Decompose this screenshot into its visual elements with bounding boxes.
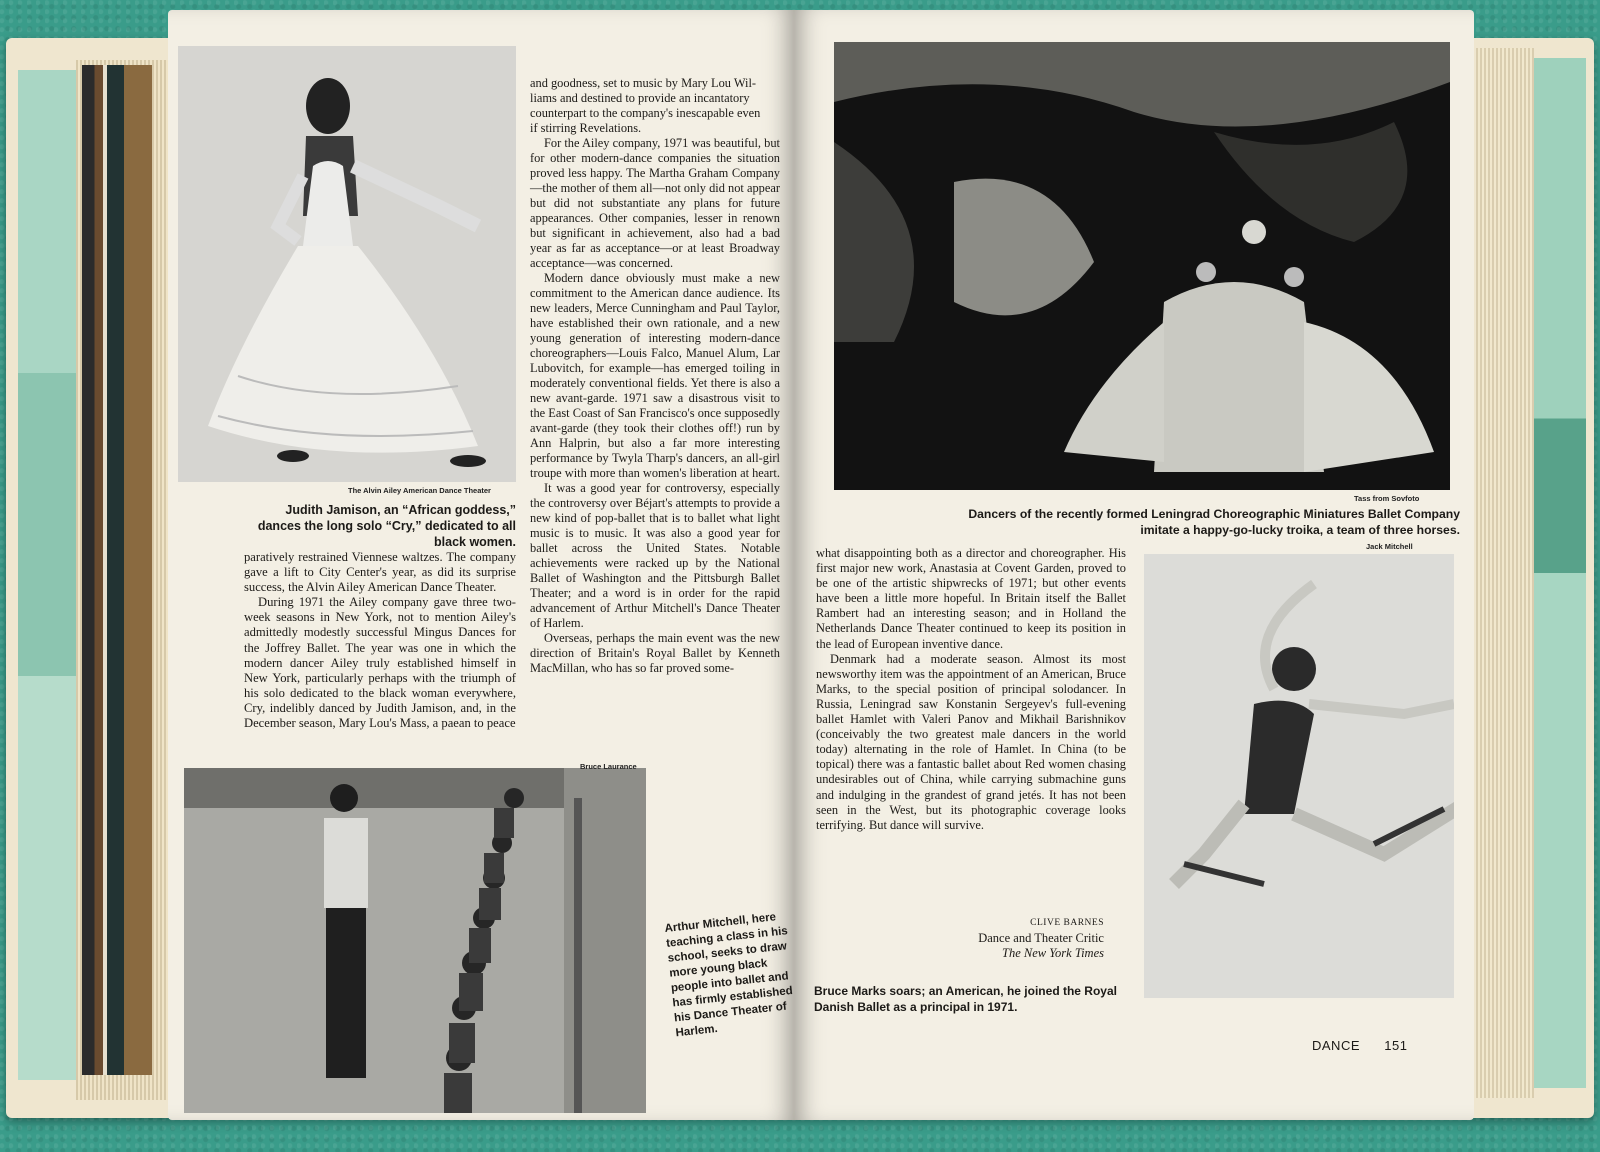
- paragraph: For the Ailey company, 1971 was beautiful, but for other modern-dance companies the situation proved less happy. The Martha Graham Company—the mother of them all—not only did not appear but did not substantiate any plans for future appearances. Other companies, lesser in renown but significant in achievement, also had a bad year as far as acceptance—or at least Broadway acceptance—was concerned.: [530, 136, 780, 270]
- paragraph: During 1971 the Ailey company gave three two-week seasons in New York, not to mention Ailey's admittedly modestly successful Mingus Dances for the Joffrey Ballet. The year was one in which the modern dancer Ailey truly established himself in New York, particularly perhaps with the triumph of his solo dedicated to the black woman everywhere, Cry, indelibly danced by Judith Jamison, and, in the December season, Mary Lou's Mass, a paean to peace: [244, 595, 516, 731]
- caption-judith-jamison: Judith Jamison, an “African goddess,” dances the long solo “Cry,” dedicated to all black women.: [257, 503, 516, 549]
- photo-bruce-marks: [1144, 554, 1454, 998]
- paragraph: paratively restrained Viennese waltzes. The company gave a lift to City Center's year, as did its surprise success, the Alvin Ailey American Dance Theater.: [244, 550, 516, 595]
- caption-arthur-mitchell: Arthur Mitchell, here teaching a class in his school, seeks to draw more young black people into ballet and has firmly established his Dance Theater of Harlem.: [664, 911, 794, 1040]
- photo-credit-mitchell: Jack Mitchell: [1366, 542, 1413, 551]
- paragraph: Overseas, perhaps the main event was the new direction of Britain's Royal Ballet by Kenneth MacMillan, who has so far proved some-: [530, 631, 780, 675]
- paragraph: It was a good year for controversy, especially the controversy over Béjart's attempts to provide a new kind of pop-ballet that is to ballet what light music is to music. It was also a good year for ballet across the United States. Notable achievements were racked up by the National Ballet of Washington and the Pittsburgh Ballet Theater; and a word is in order for the rapid advancement of Arthur Mitchell's Dance Theater of Harlem.: [530, 481, 780, 630]
- author-name: CLIVE BARNES: [1030, 918, 1104, 928]
- book-spine-left: [18, 70, 76, 1080]
- paragraph: and goodness, set to music by Mary Lou Wil- liams and destined to provide an incantatory counterpart to the company's inescapable even if stirring Revelations.: [530, 76, 761, 135]
- photo-leningrad-troika: [834, 42, 1450, 490]
- page-number: 151: [1384, 1038, 1408, 1053]
- photo-credit-tass: Tass from Sovfoto: [1354, 494, 1420, 503]
- page-edges-right: [1476, 48, 1534, 1098]
- paragraph: Denmark had a moderate season. Almost its most newsworthy item was the appointment of an American, Bruce Marks, to the special position of principal solodancer. In Russia, Leningrad saw Konstanin Sergeyev's full-evening ballet Hamlet with Valeri Panov and Mikhail Barishnikov (conceivably the two greatest male dancers in the world today) alternating in the role of Hamlet. In China (to be topical) there was a fantastic ballet about Red women chasing undesirables out of China, while carrying submachine guns and indulging in the grandest of grand jetés. It has not been seen in the West, but its photographic coverage looks terrifying. But dance will survive.: [816, 651, 1126, 832]
- book-spine-right: [1534, 58, 1586, 1088]
- paragraph: what disappointing both as a director and choreographer. His first major new work, Anastasia at Covent Garden, proved to be one of the artistic shipwrecks of 1971; but other events have been a little more hopeful. In Britain itself the Ballet Rambert had an interesting season; and in Holland the Netherlands Dance Theater continued to keep its position in the lead of European inventive dance.: [816, 546, 1126, 651]
- caption-bruce-marks: Bruce Marks soars; an American, he joined the Royal Danish Ballet as a principal in 1971.: [814, 984, 1117, 1014]
- page-footer: [1312, 1038, 1407, 1053]
- author-publication: The New York Times: [1002, 946, 1104, 960]
- photo-credit-laurance: Bruce Laurance: [580, 762, 637, 771]
- byline: [914, 916, 1104, 961]
- page-stack-left: [82, 65, 152, 1075]
- text-column-main: [816, 546, 1126, 833]
- author-title: Dance and Theater Critic: [978, 931, 1104, 945]
- left-page: [168, 10, 794, 1120]
- photo-credit-ailey: The Alvin Ailey American Dance Theater: [348, 486, 491, 495]
- caption-leningrad-troika: Dancers of the recently formed Leningrad Choreographic Miniatures Ballet Company imitate a happy-go-lucky troika, a team of three horses.: [968, 507, 1460, 537]
- text-column-right: [530, 76, 780, 676]
- photo-judith-jamison: [178, 46, 516, 482]
- text-column-left: [244, 550, 516, 731]
- paragraph: Modern dance obviously must make a new commitment to the American dance audience. Its new leaders, Merce Cunningham and Paul Taylor, have established their own rationale, and a new young generation of interesting modern-dance choreographers—Louis Falco, Manuel Alum, Lar Lubovitch, for example—has emerged toiling in moderately conventional fields. Yet there is also a new avant-garde. 1971 saw a disastrous visit to the East Coast of San Francisco's once supposedly avant-garde (they took their clothes off!) run by Ann Halprin, but also a far more interesting performance by Twyla Tharp's dancers, an all-girl troupe with more than women's liberation at heart.: [530, 271, 780, 480]
- section-name: DANCE: [1312, 1038, 1361, 1053]
- right-page: [794, 10, 1474, 1120]
- photo-arthur-mitchell: [184, 768, 646, 1113]
